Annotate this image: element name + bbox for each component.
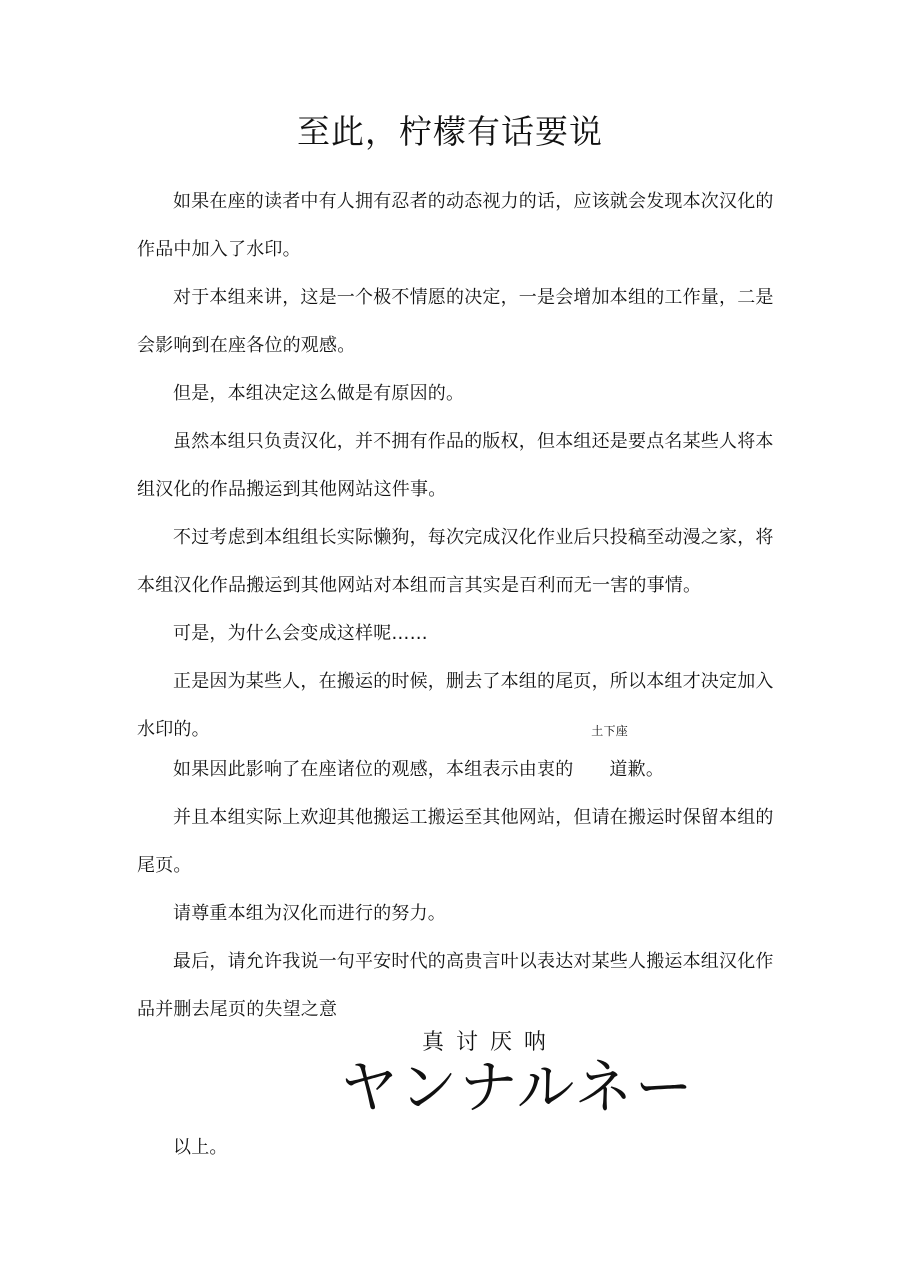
apology-word — [573, 724, 646, 794]
paragraph-final-words: 最后，请允许我说一句平安时代的高贵言叶以表达对某些人搬运本组汉化作品并删去尾页的失望之意 — [137, 951, 774, 1020]
paragraph-repost-benefit: 不过考虑到本组组长实际懒狗，每次完成汉化作业后只投稿至动漫之家，将本组汉化作品搬运到其他网站对本组而言其实是百利而无一害的事情。 — [137, 527, 774, 596]
paragraph-reason: 但是，本组决定这么做是有原因的。 — [173, 383, 465, 404]
apology-word-text: 道歉 — [609, 759, 646, 780]
paragraph-watermark-notice: 如果在座的读者中有人拥有忍者的动态视力的话，应该就会发现本次汉化的作品中加入了水印。 — [137, 191, 774, 260]
paragraph-deleted-endpage: 正是因为某些人，在搬运的时候，删去了本组的尾页，所以本组才决定加入水印的。 — [137, 671, 774, 740]
paragraph-respect: 请尊重本组为汉化而进行的努力。 — [173, 903, 446, 924]
closing-main-text: ヤンナルネー — [340, 1053, 695, 1121]
paragraph-reluctant-decision: 对于本组来讲，这是一个极不情愿的决定，一是会增加本组的工作量，二是会影响到在座各位的观感。 — [137, 287, 774, 356]
paragraph-copyright: 虽然本组只负责汉化，并不拥有作品的版权，但本组还是要点名某些人将本组汉化的作品搬运到其他网站这件事。 — [137, 431, 774, 500]
paragraph-apology — [137, 724, 777, 794]
paragraph-why: 可是，为什么会变成这样呢…… — [173, 623, 428, 644]
apology-text: 如果因此影响了在座诸位的观感，本组表示由衷的 — [173, 759, 574, 780]
page-title: 至此，柠檬有话要说 — [297, 112, 603, 151]
end-text: 以上。 — [173, 1137, 228, 1158]
closing-ruby: 真讨厌呐 — [422, 1030, 559, 1055]
apology-ruby: 土下座 — [591, 724, 628, 738]
apology-period: 。 — [645, 759, 665, 780]
paragraph-welcome-reposters: 并且本组实际上欢迎其他搬运工搬运至其他网站，但请在搬运时保留本组的尾页。 — [137, 807, 774, 876]
